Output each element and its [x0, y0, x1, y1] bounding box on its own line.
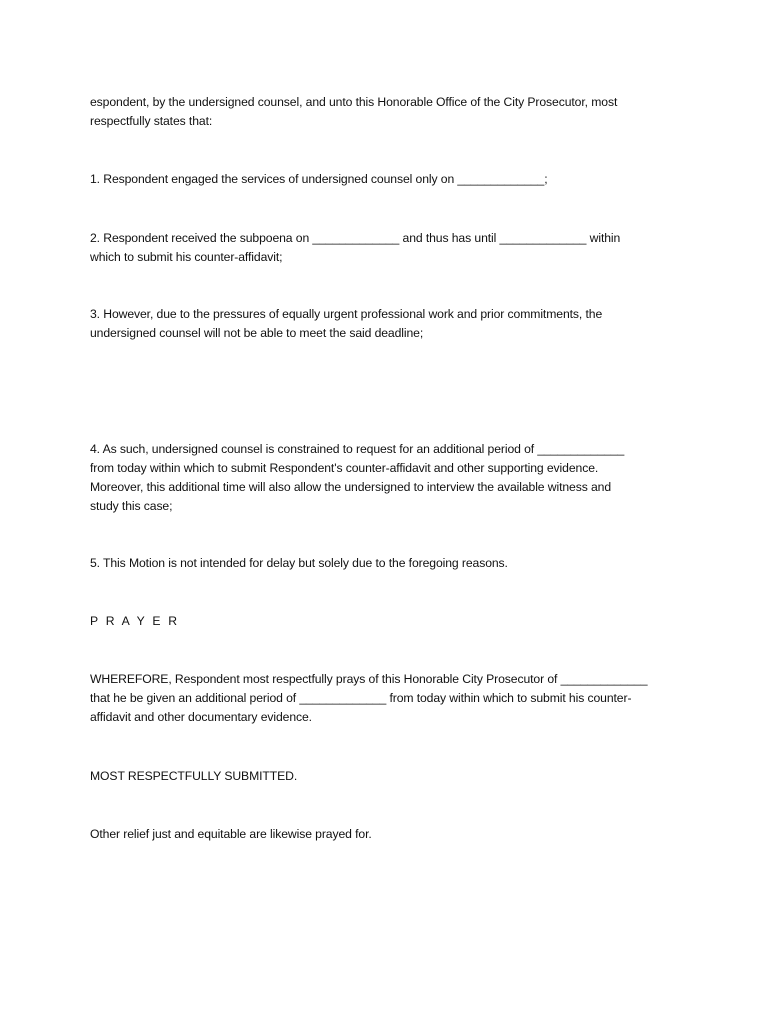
prayer-heading-text: P R A Y E R — [90, 614, 180, 628]
prayer-heading — [90, 612, 690, 631]
item-1-text: 1. Respondent engaged the services of undersigned counsel only on _____________; — [90, 172, 548, 186]
submitted-text: MOST RESPECTFULLY SUBMITTED. — [90, 769, 298, 783]
intro-paragraph — [90, 93, 690, 131]
item-4-line-3: Moreover, this additional time will also allow the undersigned to interview the available witness and — [90, 480, 612, 494]
item-4-line-2: from today within which to submit Respondent's counter-affidavit and other supporting evidence. — [90, 461, 599, 475]
item-3-line-1: 3. However, due to the pressures of equally urgent professional work and prior commitments, the — [90, 307, 603, 321]
intro-line-1: espondent, by the undersigned counsel, and unto this Honorable Office of the City Prosecutor, most — [90, 95, 618, 109]
item-4-line-4: study this case; — [90, 499, 173, 513]
item-5-paragraph — [90, 554, 690, 573]
other-relief-text: Other relief just and equitable are likewise prayed for. — [90, 827, 372, 841]
item-2-line-2: which to submit his counter-affidavit; — [90, 250, 283, 264]
item-3-paragraph — [90, 305, 690, 343]
item-1-paragraph — [90, 170, 690, 189]
item-2-paragraph — [90, 229, 690, 267]
item-3-line-2: undersigned counsel will not be able to meet the said deadline; — [90, 326, 424, 340]
intro-line-2: respectfully states that: — [90, 114, 213, 128]
item-4-paragraph — [90, 440, 690, 516]
wherefore-paragraph — [90, 670, 690, 727]
item-2-line-1: 2. Respondent received the subpoena on _____________ and thus has until _____________ within — [90, 231, 621, 245]
other-relief-line — [90, 825, 690, 844]
wherefore-line-2: that he be given an additional period of _____________ from today within which to submit his counter- — [90, 691, 632, 705]
wherefore-line-3: affidavit and other documentary evidence. — [90, 710, 312, 724]
submitted-line — [90, 767, 690, 786]
item-5-text: 5. This Motion is not intended for delay but solely due to the foregoing reasons. — [90, 556, 508, 570]
wherefore-line-1: WHEREFORE, Respondent most respectfully prays of this Honorable City Prosecutor of _____________ — [90, 672, 648, 686]
item-4-line-1: 4. As such, undersigned counsel is constrained to request for an additional period of _____________ — [90, 442, 625, 456]
